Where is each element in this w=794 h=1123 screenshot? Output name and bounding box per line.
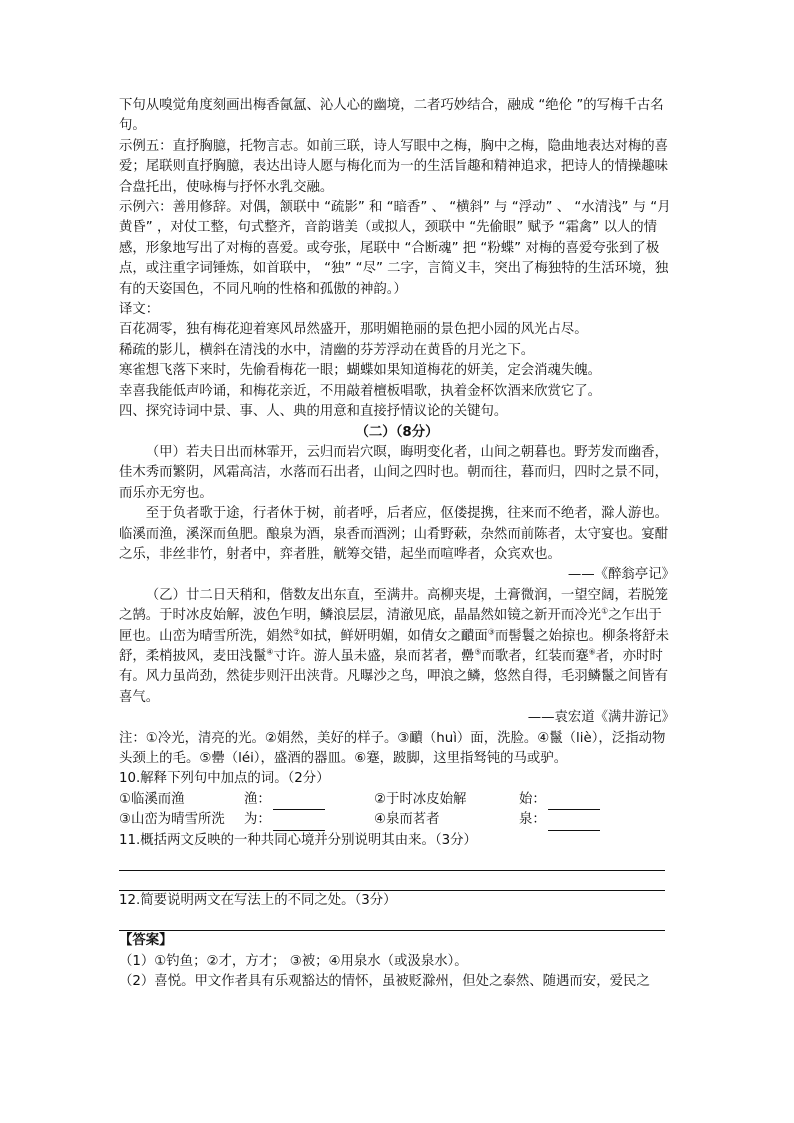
- text-line: 示例六：善用修辞。对偶，颔联中 “疏影” 和 “暗香” 、 “横斜” 与 “浮动” 、 “水清浅” 与 “月黄昏” ，对仗工整，句式整齐，音韵谐美（或拟人，颈联中 “先偷眼” 赋予 “霜禽” 以人的情感，形象地写出了对梅的喜爱。或夸张，尾联中 “合断魂” 把 “粉蝶” 对梅的喜爱夸张到了极点，或注重字词锤炼，如首联中， “独” “尽” 二字，言简义丰，突出了梅独特的生活环境，独有的天姿国色，不同凡响的性格和孤傲的神韵。）: [119, 200, 671, 297]
- q10-answer-slot: [519, 810, 659, 830]
- answer-line[interactable]: [119, 871, 665, 891]
- text-line: 寒雀想飞落下来时，先偷看梅花一眼；蝴蝶如果知道梅花的妍美，定会消魂失魄。: [119, 363, 602, 379]
- answer-line-2: （2）喜悦。甲文作者具有乐观豁达的情怀，虽被贬滁州，但处之泰然、随遇而安，爱民之: [119, 974, 650, 990]
- q10-word: 渔：: [244, 791, 271, 807]
- answer-line[interactable]: [119, 851, 665, 871]
- passage-yi-text: 者，亦时时有。风力虽尚劲，然徒步则汗出浃背。凡曝沙之鸟，呷浪之鳞，悠然自得，毛羽鳞鬣之间皆有喜气。: [119, 648, 669, 705]
- question-11-stem: 11.概括两文反映的一种共同心境并分别说明其由来。（3分）: [119, 832, 477, 848]
- q10-word: 始：: [519, 791, 546, 807]
- answer-blank[interactable]: [548, 816, 600, 831]
- passage-yi-text: 如拭，鲜妍明媚，如倩女之靧面: [300, 628, 488, 644]
- footnote-mark: ⑤: [474, 647, 482, 657]
- q10-answer-slot: [244, 810, 374, 830]
- notes: 注：①冷光，清亮的光。②娟然，美好的样子。③靧（huì）面，洗脸。④鬣（liè），泛指动物头颈上的毛。⑤罍（léi），盛酒的器皿。⑥蹇，跛脚，这里指驽钝的马或驴。: [119, 730, 666, 766]
- footnote-mark: ②: [293, 627, 301, 637]
- footnote-mark: ⑥: [588, 647, 596, 657]
- answer-line[interactable]: [119, 911, 665, 931]
- text-line: 下句从嗅觉角度刻画出梅香氤氲、沁人心的幽境，二者巧妙结合，融成 “绝伦 ”的写梅千古名句。: [119, 98, 664, 134]
- question-12-stem: 12.简要说明两文在写法上的不同之处。（3分）: [119, 893, 397, 909]
- q10-phrase: ②于时冰皮始解: [374, 791, 467, 807]
- q10-answer-slot: [519, 790, 659, 810]
- q10-phrase: ③山峦为晴雪所洗: [119, 812, 225, 828]
- answer-line-1: （1）①钓鱼；②才，方才； ③被；④用泉水（或汲泉水）。: [119, 953, 468, 969]
- text-line: 稀疏的影儿，横斜在清浅的水中，清幽的芬芳浮动在黄昏的月光之下。: [119, 342, 535, 358]
- text-line: 示例五：直抒胸臆，托物言志。如前三联，诗人写眼中之梅，胸中之梅，隐曲地表达对梅的喜爱；尾联则直抒胸臆，表达出诗人愿与梅化而为一的生活旨趣和精神追求，把诗人的情操趣味合盘托出，使咏梅与抒怀水乳交融。: [119, 138, 669, 195]
- footnote-mark: ①: [601, 606, 609, 616]
- passage-yi-text: 之乍出于匣也。山峦为晴雪所洗，娟然: [119, 608, 662, 644]
- text-line: 幸喜我能低声吟诵，和梅花亲近，不用敲着檀板唱歌，执着金杯饮酒来欣赏它了。: [119, 383, 602, 399]
- passage-jia-para1: （甲）若夫日出而林霏开，云归而岩穴暝，晦明变化者，山间之朝暮也。野芳发而幽香，佳木秀而繁阴，风霜高洁，水落而石出者，山间之四时也。朝而往，暮而归，四时之景不同，而乐亦无穷也。: [119, 444, 669, 501]
- q10-word: 泉：: [519, 812, 546, 828]
- answer-title: 【答案】: [119, 933, 173, 949]
- answer-blank[interactable]: [273, 816, 325, 831]
- answer-blank[interactable]: [273, 795, 325, 810]
- q10-answer-slot: [244, 790, 374, 810]
- footnote-mark: ③: [487, 627, 495, 637]
- passage-yi-text: 而髻鬟之始掠也。柳条将舒未舒，柔梢披风，麦田浅鬣: [119, 628, 669, 664]
- question-10-stem: 10.解释下列句中加点的词。（2分）: [119, 771, 330, 787]
- footnote-mark: ④: [266, 647, 274, 657]
- passage-yi-text: （乙）廿二日天稍和，偕数友出东直，至满井。高柳夹堤，土膏微润，一望空阔，若脱笼之鹄。于时冰皮始解，波色乍明，鳞浪层层，清澈见底，晶晶然如镜之新开而冷光: [119, 587, 669, 624]
- document-page: [119, 96, 675, 993]
- passage-jia-source: ——《醉翁亭记》: [567, 567, 675, 583]
- question-10-row-2: [119, 810, 675, 830]
- q10-phrase: ④泉而茗者: [374, 812, 440, 828]
- passage-jia-para2: 至于负者歌于途，行者休于树，前者呼，后者应，伛偻提携，往来而不绝者，滁人游也。临溪而渔，溪深而鱼肥。酿泉为酒，泉香而酒洌；山肴野蔌，杂然而前陈者，太守宴也。宴酣之乐，非丝非竹，射者中，弈者胜，觥筹交错，起坐而喧哗者，众宾欢也。: [119, 506, 669, 562]
- text-line: 百花凋零，独有梅花迎着寒风昂然盛开，那明媚艳丽的景色把小园的风光占尽。: [119, 322, 588, 338]
- passage-yi-text: 而歌者，红装而蹇: [481, 648, 589, 664]
- text-line: 译文：: [119, 302, 160, 318]
- section-title: （二）（8分）: [355, 424, 439, 440]
- passage-yi: [119, 586, 675, 708]
- passage-yi-source: ——袁宏道《满井游记》: [527, 710, 675, 726]
- answer-blank[interactable]: [548, 795, 600, 810]
- text-line: 四、探究诗词中景、事、人、典的用意和直接抒情议论的关键句。: [119, 404, 508, 420]
- passage-yi-text: 寸许。游人虽未盛，泉而茗者，罍: [273, 648, 475, 664]
- q10-phrase: ①临溪而渔: [119, 791, 185, 807]
- q10-word: 为：: [244, 812, 271, 828]
- question-10-row-1: [119, 790, 675, 810]
